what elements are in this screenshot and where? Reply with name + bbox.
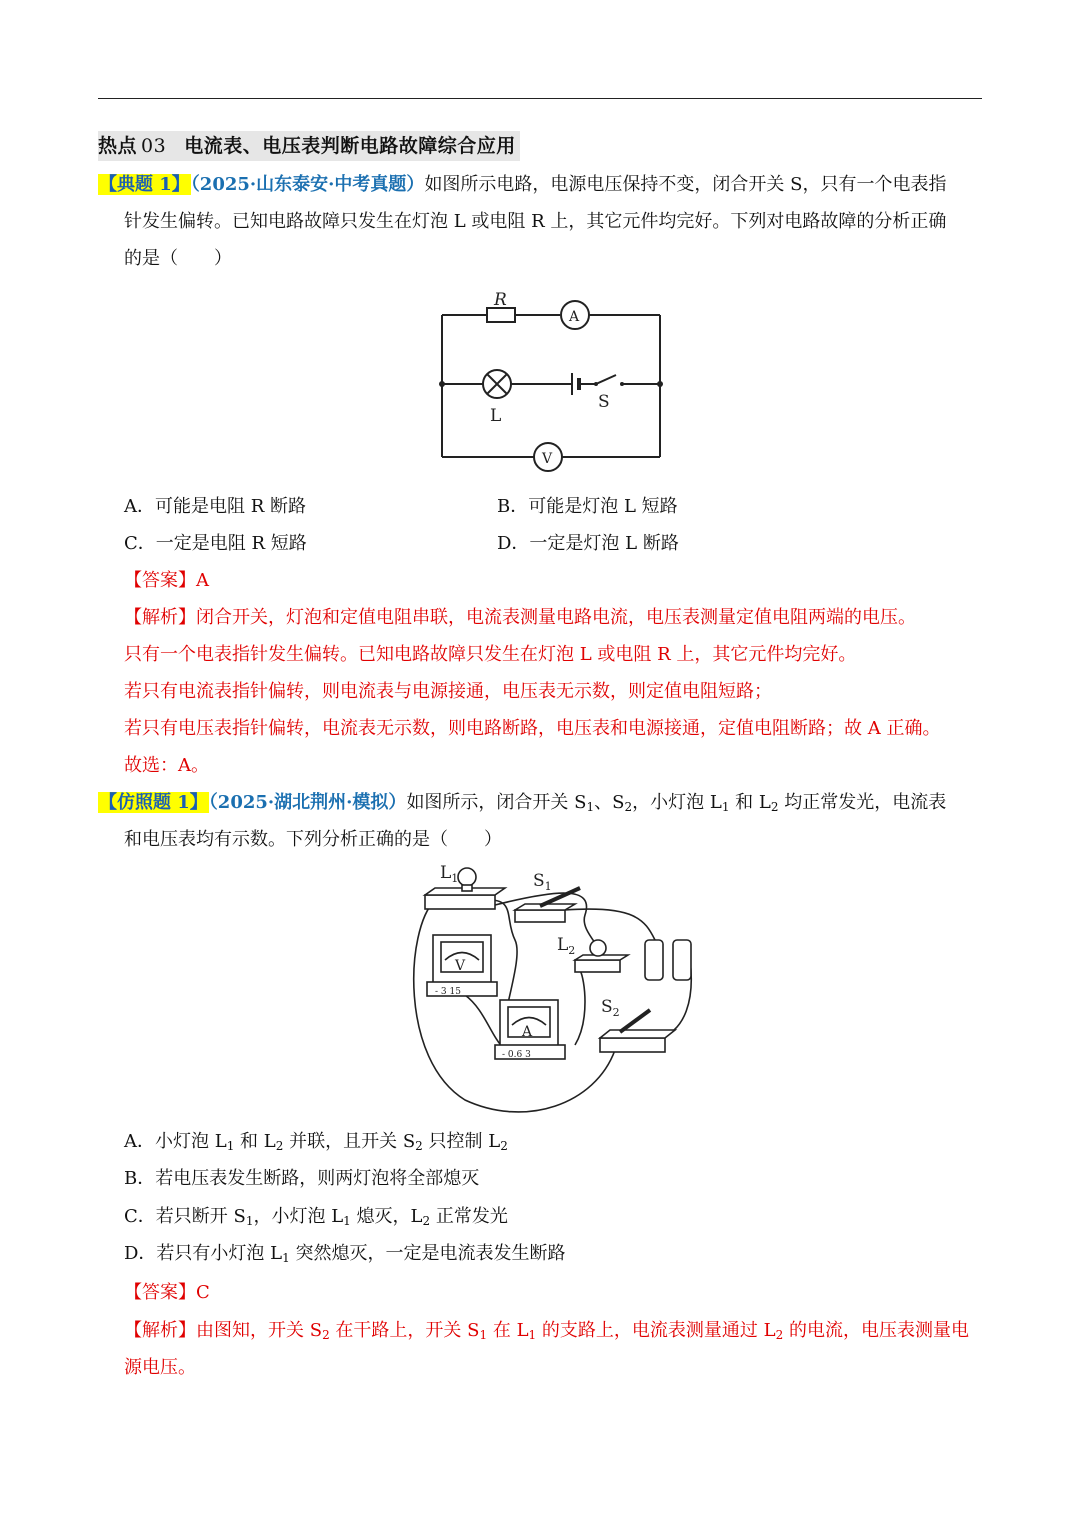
q1-source: （2025·山东泰安·中考真题） [190,174,425,195]
header-rule [98,98,982,99]
q1-analysis-line5: 故选：A。 [124,755,209,776]
q2-answer: 【答案】C [124,1282,210,1303]
q2-physical-circuit [405,860,700,1122]
q2-option-c[interactable]: C．若只断开 $S_1$，小灯泡 $L_1$ 熄灭，$L_2$ 正常发光 [124,1206,508,1228]
switch-label: S [598,392,610,412]
q1-option-b[interactable]: B．可能是灯泡 L 短路 [497,496,678,517]
q1-analysis-line1: 【解析】闭合开关，灯泡和定值电阻串联，电流表测量电路电流，电压表测量定值电阻两端的电压。 [124,607,916,628]
q2-stem-line2: 和电压表均有示数。下列分析正确的是（ ） [124,829,502,850]
q1-stem-line2: 针发生偏转。已知电路故障只发生在灯泡 L 或电阻 R 上，其它元件均完好。下列对电路故障的分析正确 [124,211,947,232]
ammeter-a-label: A [522,1024,533,1040]
q2-analysis-line2: 源电压。 [124,1357,196,1378]
q1-analysis-line4: 若只有电压表指针偏转，电流表无示数，则电路断路，电压表和电源接通，定值电阻断路；故 A 正确。 [124,718,941,739]
q1-option-c[interactable]: C．一定是电阻 R 短路 [124,533,307,554]
q2-option-b[interactable]: B．若电压表发生断路，则两灯泡将全部熄灭 [124,1168,480,1189]
voltmeter-v-label: V [455,958,466,974]
q1-answer: 【答案】A [124,570,209,591]
q2-analysis-line1: 【解析】由图知，开关 $S_2$ 在干路上，开关 $S_1$ 在 $L_1$ 的支路上，电流表测量通过 $L_2$ 的电流，电压表测量电 [124,1320,969,1342]
q1-stem-line1: 【典题 1】（2025·山东泰安·中考真题）如图所示电路，电源电压保持不变，闭合开关 S，只有一个电表指 [99,174,947,195]
q1-option-a[interactable]: A．可能是电阻 R 断路 [124,496,306,517]
q2-stem-line1: 【仿照题 1】（2025·湖北荆州·模拟）如图所示，闭合开关 $S_1$、$S_2$，小灯泡 $L_1$ 和 $L_2$ 均正常发光，电流表 [99,792,947,814]
q1-analysis-line2: 只有一个电表指针发生偏转。已知电路故障只发生在灯泡 L 或电阻 R 上，其它元件均完好。 [124,644,857,665]
q2-source: （2025·湖北荆州·模拟） [208,792,407,813]
q2-tag: 【仿照题 1】 [99,792,208,813]
ammeter-label: A [569,309,580,325]
lamp-label: L [490,406,502,426]
q1-circuit-diagram [430,285,670,475]
s1-label: $S_1$ [533,871,552,893]
voltmeter-scale: - 3 15 [435,987,461,997]
l2-label: $L_2$ [557,935,576,957]
section-title: 热点 03 电流表、电压表判断电路故障综合应用 [98,131,520,161]
l1-label: $L_1$ [440,863,459,885]
resistor-label: R [494,290,507,310]
q2-option-a[interactable]: A．小灯泡 $L_1$ 和 $L_2$ 并联，且开关 $S_2$ 只控制 $L_2$ [124,1131,508,1153]
q1-stem-line3: 的是（ ） [124,248,232,269]
q1-tag: 【典题 1】 [99,174,190,195]
ammeter-scale: - 0.6 3 [502,1050,531,1060]
q2-option-d[interactable]: D．若只有小灯泡 $L_1$ 突然熄灭，一定是电流表发生断路 [124,1243,566,1265]
q1-option-d[interactable]: D．一定是灯泡 L 断路 [497,533,679,554]
voltmeter-label: V [542,451,553,467]
q1-analysis-line3: 若只有电流表指针偏转，则电流表与电源接通，电压表无示数，则定值电阻短路； [124,681,772,702]
s2-label: $S_2$ [601,997,620,1019]
